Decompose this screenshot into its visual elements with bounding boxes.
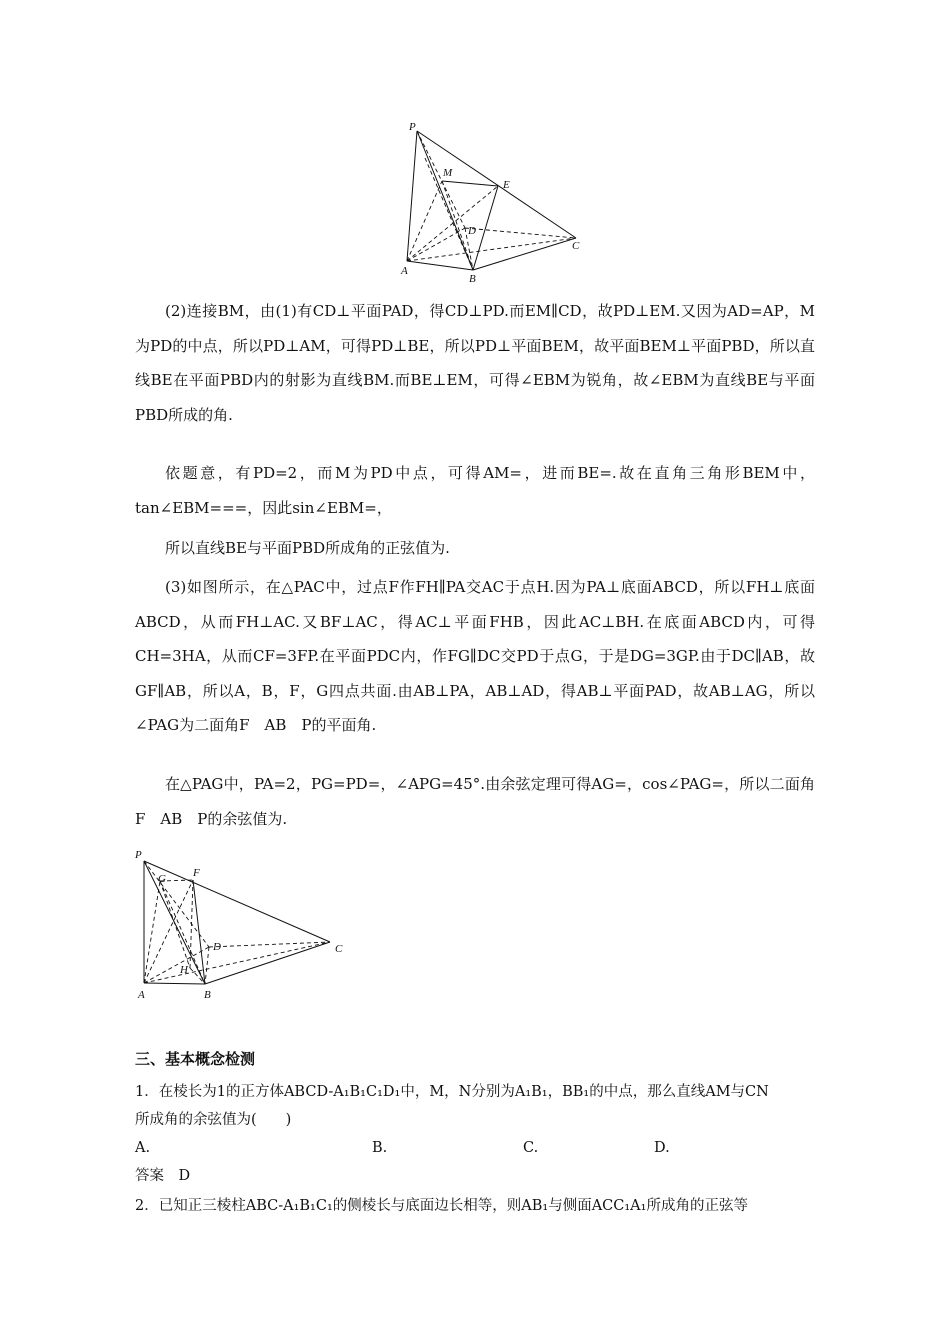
question-1-answer: 答案 D — [135, 1168, 191, 1184]
label-P: P — [135, 849, 142, 861]
option-c: C. — [523, 1140, 539, 1156]
option-d: D. — [654, 1140, 670, 1156]
option-a: A. — [135, 1140, 151, 1156]
label-C: C — [335, 943, 343, 955]
label-F: F — [193, 867, 200, 879]
label-B: B — [204, 989, 211, 1001]
label-P: P — [409, 121, 416, 133]
label-H: H — [180, 964, 188, 976]
section-heading: 三、基本概念检测 — [135, 1050, 256, 1068]
question-1-stem: 1．在棱长为1的正方体ABCD-A₁B₁C₁D₁中，M，N分别为A₁B₁，BB₁的中点，那么直线AM与CN — [135, 1084, 769, 1100]
label-M: M — [443, 167, 453, 179]
label-A: A — [401, 265, 408, 277]
label-D: D — [213, 941, 221, 953]
pyramid-figure-1 — [395, 118, 595, 288]
label-B: B — [469, 273, 476, 285]
label-C: C — [572, 240, 580, 252]
label-A: A — [138, 989, 145, 1001]
part2-paragraph-3: 所以直线BE与平面PBD所成角的正弦值为. — [165, 539, 450, 557]
part2-paragraph-2: 依题意，有PD=2，而M为PD中点，可得AM=，进而BE=.故在直角三角形BEM中，tan∠EBM===，因此sin∠EBM=， — [135, 464, 815, 517]
label-E: E — [503, 179, 510, 191]
part3-paragraph-2: 在△PAG中，PA=2，PG=PD=，∠APG=45°.由余弦定理可得AG=，cos∠PAG=，所以二面角F AB P的余弦值为. — [135, 775, 815, 828]
question-1-stem-continued: 所成角的余弦值为( ) — [135, 1112, 292, 1128]
pyramid-figure-2 — [132, 846, 352, 1006]
part3-paragraph-1: (3)如图所示，在△PAC中，过点F作FH∥PA交AC于点H.因为PA⊥底面ABCD，所以FH⊥底面ABCD，从而FH⊥AC.又BF⊥AC，得AC⊥平面FHB，因此AC⊥BH.在底面ABCD内，可得CH=3HA，从而CF=3FP.在平面PDC内，作FG∥DC交PD于点G，于是DG=3GP.由于DC∥AB，故GF∥AB，所以A，B，F，G四点共面.由AB⊥PA，AB⊥AD，得AB⊥平面PAD，故AB⊥AG，所以∠PAG为二面角F AB P的平面角. — [135, 578, 815, 734]
label-G: G — [158, 873, 166, 885]
label-D: D — [468, 225, 476, 237]
question-2-stem: 2．已知正三棱柱ABC-A₁B₁C₁的侧棱长与底面边长相等，则AB₁与侧面ACC₁A₁所成角的正弦等 — [135, 1198, 748, 1214]
part2-paragraph-1: (2)连接BM，由(1)有CD⊥平面PAD，得CD⊥PD.而EM∥CD，故PD⊥EM.又因为AD=AP，M为PD的中点，所以PD⊥AM，可得PD⊥BE，所以PD⊥平面BEM，故平面BEM⊥平面PBD，所以直线BE在平面PBD内的射影为直线BM.而BE⊥EM，可得∠EBM为锐角，故∠EBM为直线BE与平面PBD所成的角. — [135, 302, 815, 424]
option-b: B. — [372, 1140, 388, 1156]
